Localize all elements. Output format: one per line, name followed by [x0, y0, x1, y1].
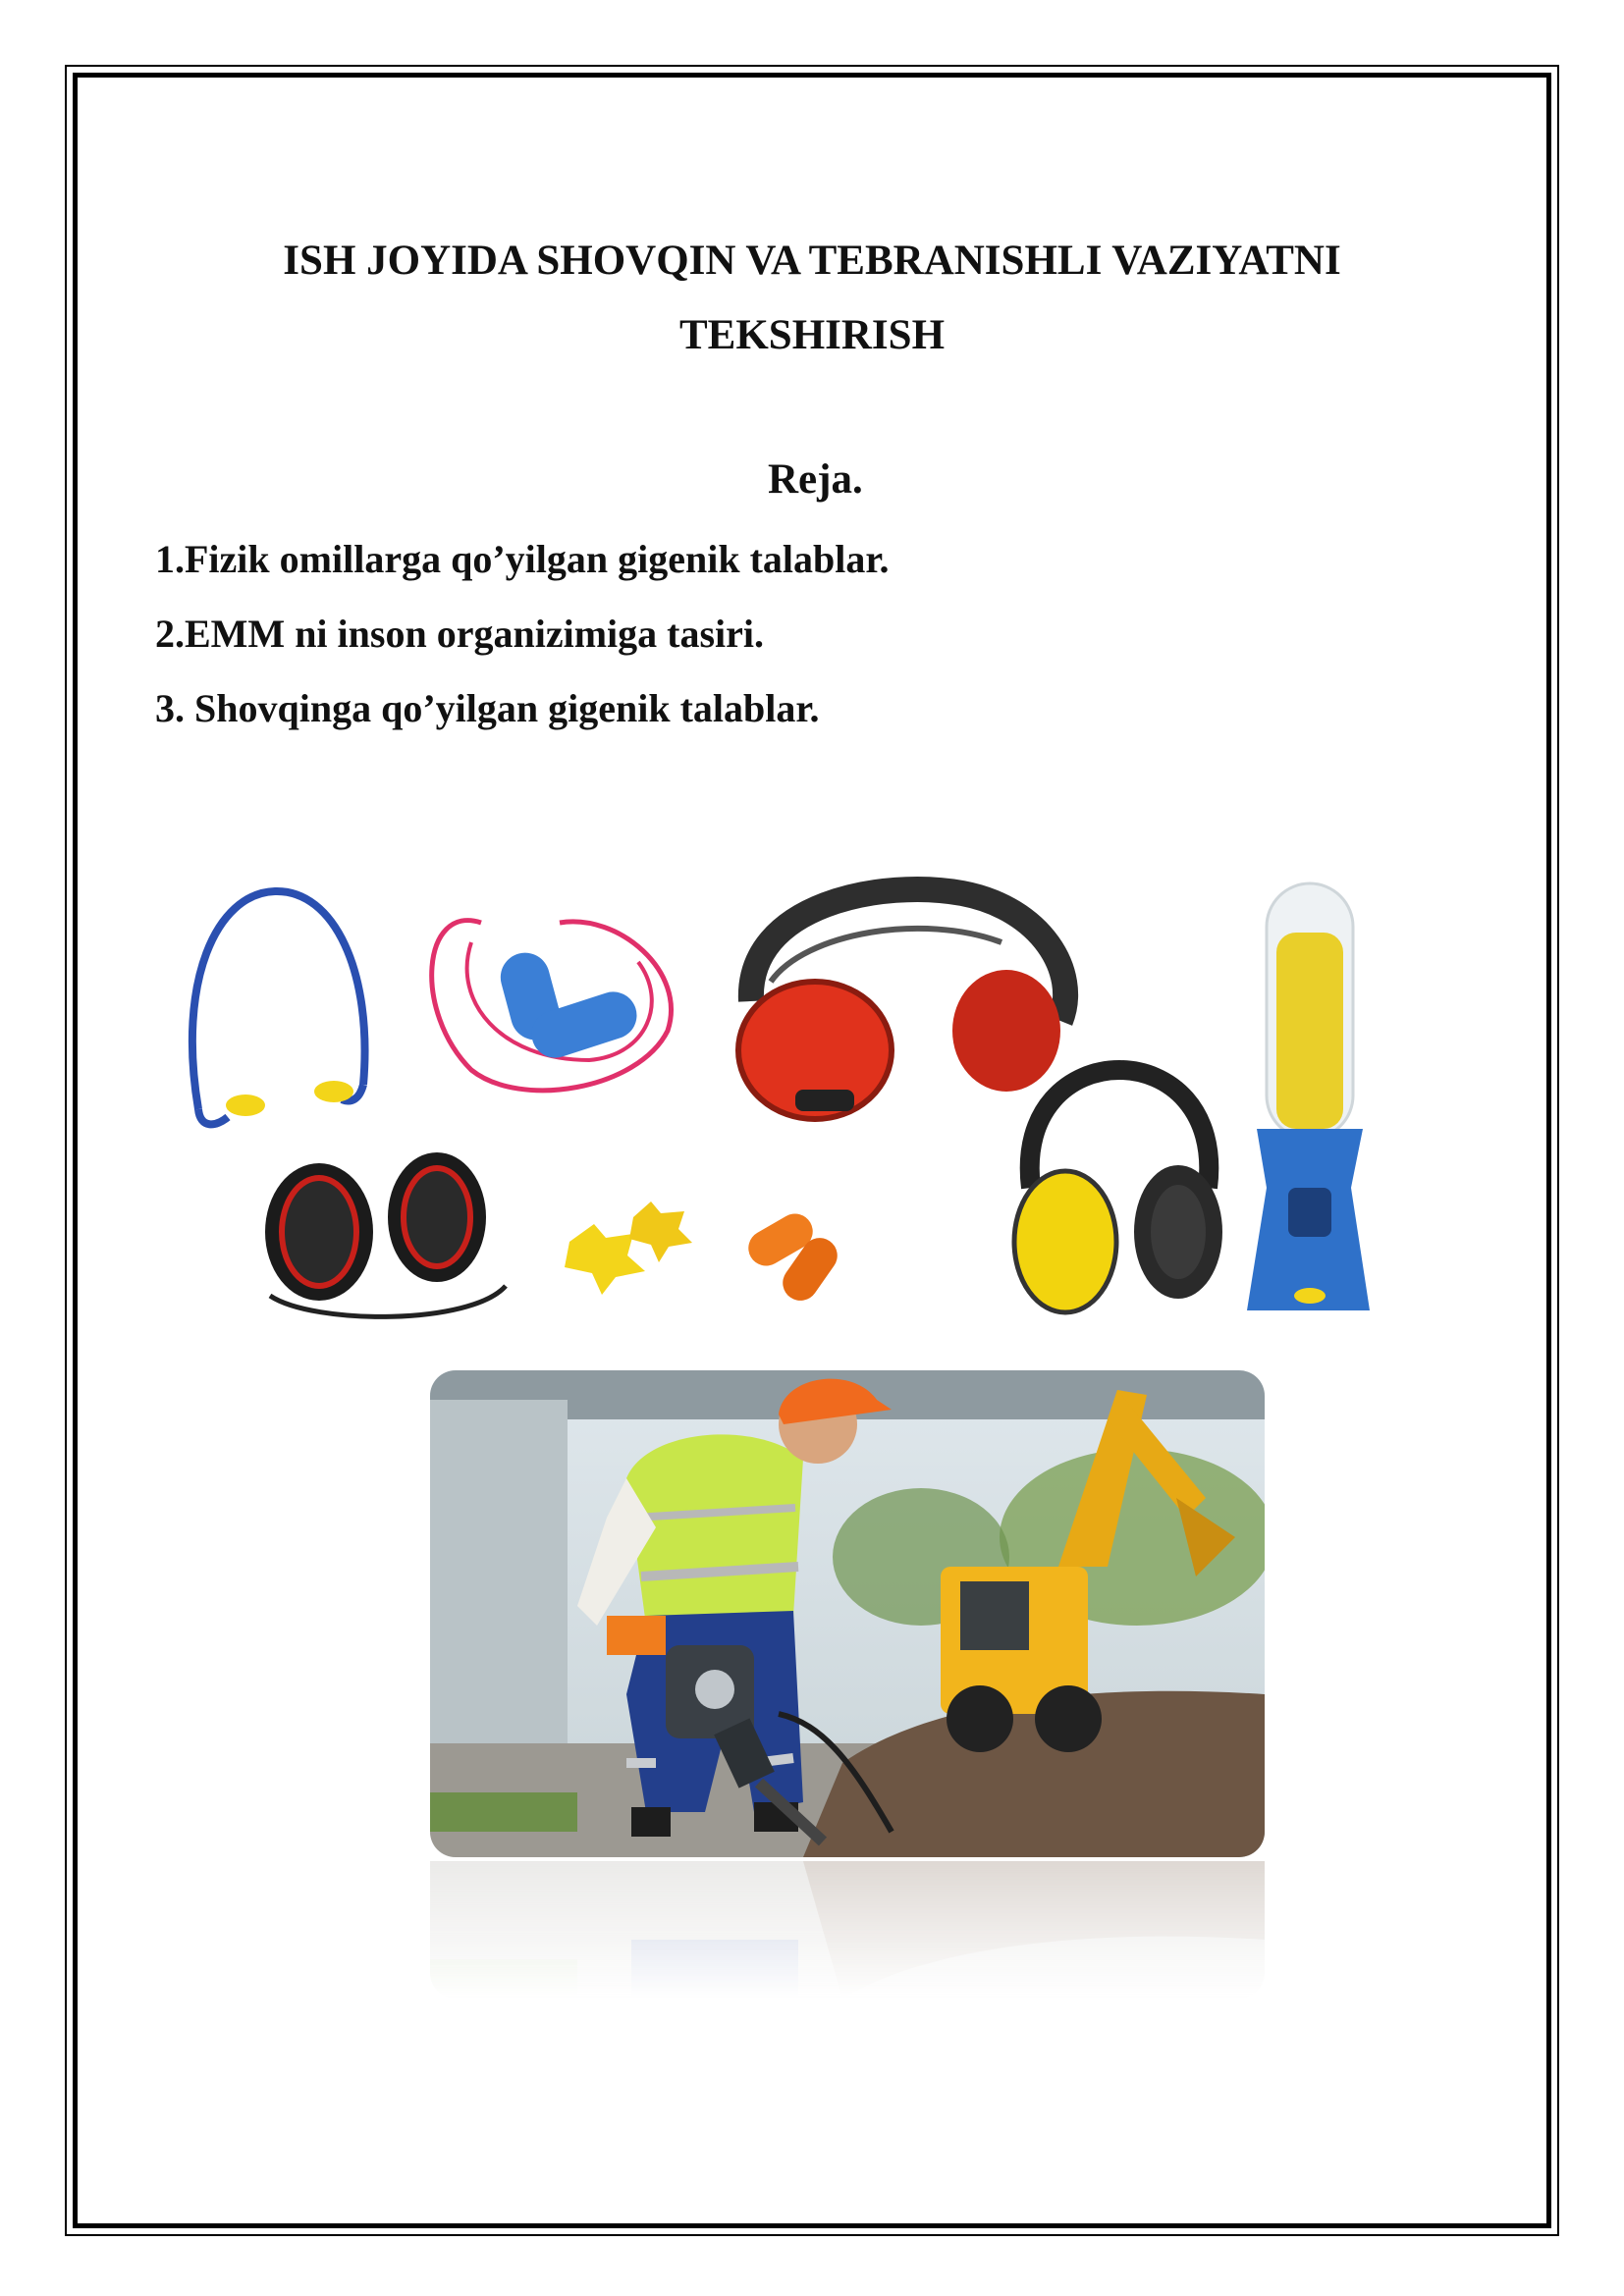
- foam-earplugs-icon: [742, 1207, 844, 1308]
- title-line-1: ISH JOYIDA SHOVQIN VA TEBRANISHLI VAZIYATNI: [283, 238, 1341, 284]
- plan-item-2: 2.EMM ni inson organizimiga tasiri.: [155, 612, 764, 656]
- construction-worker-jackhammer-icon: [430, 1370, 1265, 1857]
- plan-item-1: 1.Fizik omillarga qo’yilgan gigenik talablar.: [155, 537, 890, 581]
- flanged-earplugs-icon: [565, 1201, 692, 1295]
- plan-list: [155, 522, 889, 746]
- red-earmuffs-icon: [738, 889, 1065, 1119]
- yellow-earmuffs-icon: [1014, 1070, 1222, 1312]
- earplug-dispenser-icon: [1247, 883, 1370, 1310]
- photo-reflection: [430, 1861, 1265, 1999]
- neckband-earmuffs-icon: [265, 1152, 506, 1316]
- plan-heading: Reja.: [768, 456, 863, 503]
- corded-earplugs-icon: [432, 921, 672, 1091]
- banded-earplugs-icon: [192, 891, 365, 1124]
- document-title: [147, 224, 1477, 373]
- title-line-2: TEKSHIRISH: [678, 312, 946, 358]
- hearing-protection-equipment-icon: [177, 864, 1453, 1325]
- plan-item-3: 3. Shovqinga qo’yilgan gigenik talablar.: [155, 686, 820, 730]
